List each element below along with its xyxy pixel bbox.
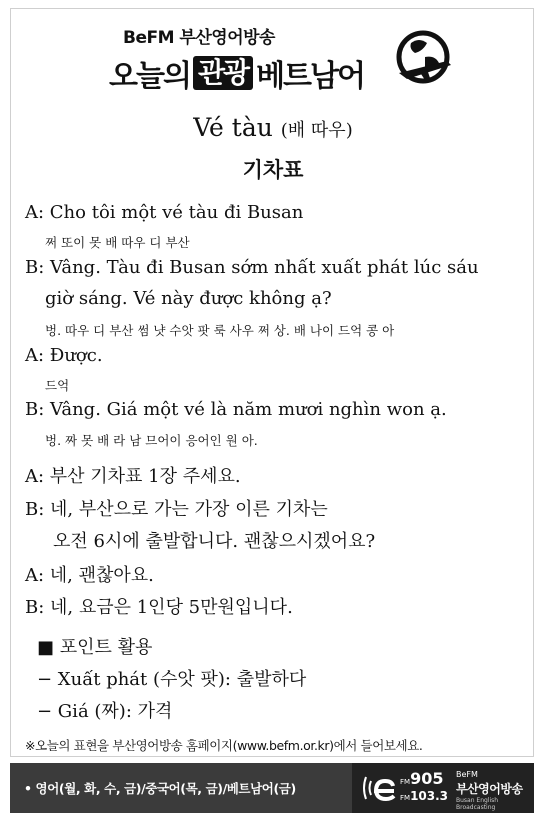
globe-airplane-icon [393,27,455,89]
point-heading: ■ 포인트 활용 [37,637,153,658]
lesson-title-pronunciation: (배 따우) [280,120,353,141]
station-name: 부산영어방송 [456,782,523,796]
dialogue-line: giờ sáng. Vé này được không ạ? [45,288,332,309]
brand-station-name: BeFM 부산영어방송 [123,28,275,48]
dialogue-line: A: Cho tôi một vé tàu đi Busan [25,202,304,223]
frequency-secondary-value: 103.3 [410,789,449,803]
dialogue-line: B: 네, 부산으로 가는 가장 이른 기차는 [25,499,328,520]
dialogue-line: 오전 6시에 출발합니다. 괜찮으시겠어요? [53,531,376,552]
dialogue-line: B: Vâng. Giá một vé là năm mươi nghìn won ạ. [25,399,447,420]
brand-title-language: 베트남어 [256,59,364,94]
article-card [10,8,534,757]
frequency-primary-value: 905 [410,769,444,788]
brand-title-highlight: 관광 [193,56,253,90]
radio-e-logo-icon [360,773,396,803]
brand-header [11,9,535,104]
brand-title-prefix: 오늘의 [109,59,190,94]
frequency-secondary [400,789,448,803]
frequency-primary [400,769,443,788]
website-footnote: ※오늘의 표현을 부산영어방송 홈페이지(www.befm.or.kr)에서 들어보세요. [25,738,423,753]
lesson-title-vietnamese: Vé tàu [193,113,273,142]
dialogue-line: A: Được. [25,345,103,366]
station-english-name: Busan English Broadcasting [456,797,499,811]
dialogue-pronunciation: 쩌 또이 못 배 따우 디 부산 [45,235,190,250]
station-brand: BeFM [456,770,478,779]
point-item: − Xuất phát (수앗 팟): 출발하다 [37,669,307,690]
dialogue-line: B: Vâng. Tàu đi Busan sớm nhất xuất phát lúc sáu [25,257,479,278]
brand-title [109,53,364,93]
dialogue-line: A: 네, 괜찮아요. [25,565,154,586]
dialogue-pronunciation: 벙. 짜 못 배 라 남 므어이 응어인 원 아. [45,433,258,448]
radio-station-logo [352,763,534,813]
fm-label: FM [400,778,411,786]
dialogue-line: A: 부산 기차표 1장 주세요. [25,466,241,487]
lesson-subtitle: 기차표 [242,158,304,182]
broadcast-schedule: • 영어(월, 화, 수, 금)/중국어(목, 금)/베트남어(금) [24,781,296,796]
point-item: − Giá (짜): 가격 [37,701,173,722]
dialogue-pronunciation: 벙. 따우 디 부산 썸 냣 수앗 팟 룩 사우 쩌 상. 배 나이 드억 콩 아 [45,323,395,338]
broadcast-bar [10,763,534,813]
dialogue-line: B: 네, 요금은 1인당 5만원입니다. [25,597,293,618]
dialogue-pronunciation: 드억 [45,378,70,393]
fm-label: FM [400,794,411,802]
lesson-title [11,113,535,142]
